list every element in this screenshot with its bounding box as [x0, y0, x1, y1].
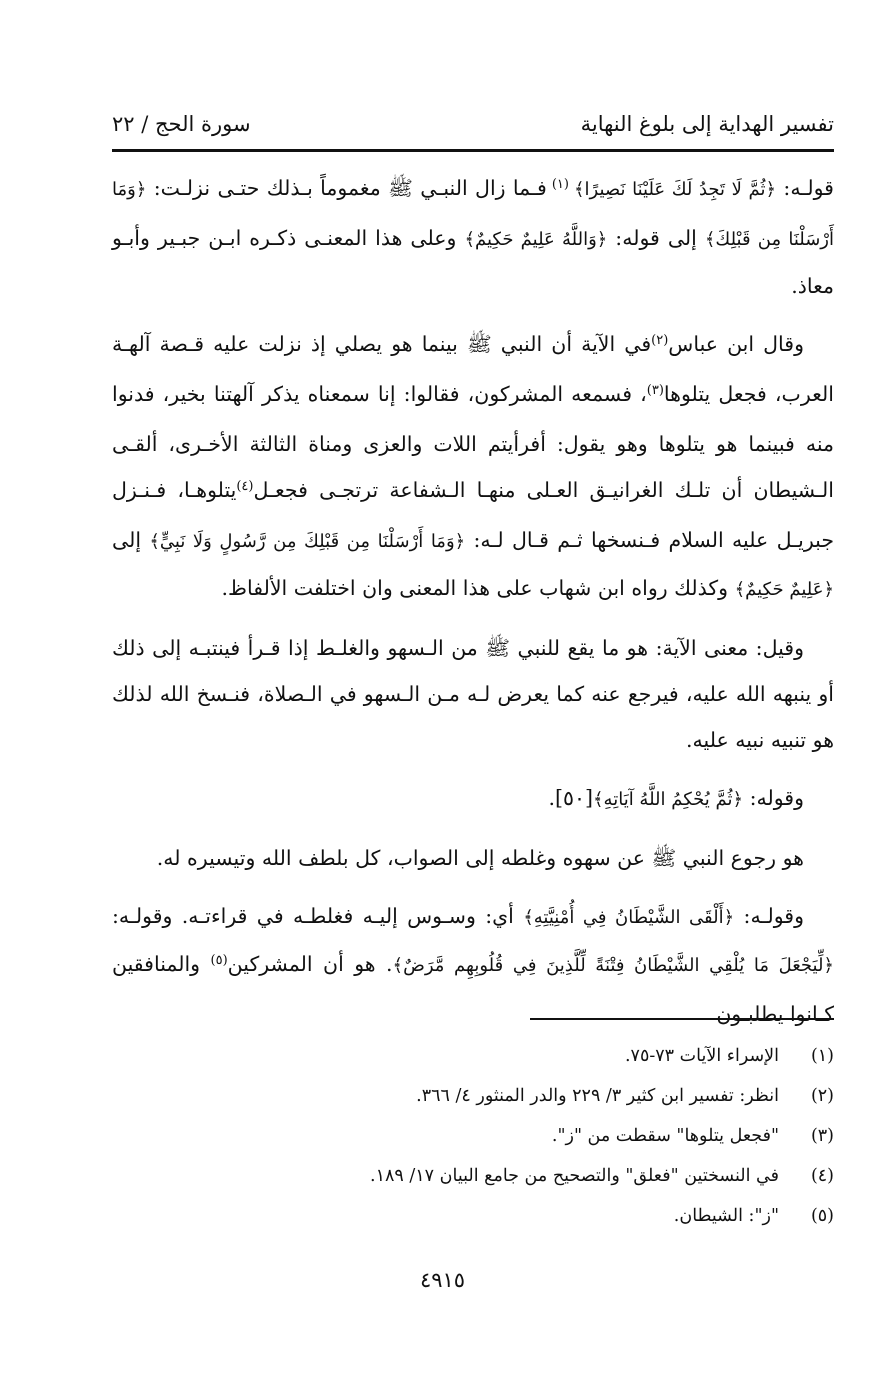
footnote-2 [112, 1076, 834, 1116]
footnote-3 [112, 1116, 834, 1156]
surah-page-label: سورة الحج / ٢٢ [112, 112, 251, 136]
paragraph-4 [112, 775, 834, 823]
quran-verse: ﴿عَلِيمٌ حَكِيمٌ﴾ [734, 579, 834, 600]
paragraph-1 [112, 165, 834, 309]
p6-text-b: أي: وسـوس إليـه فغلطـه في قراءتـه. وقولـه: [112, 904, 524, 928]
p2-text-e: إلى [112, 528, 150, 552]
p4-text-a: وقوله: [743, 786, 804, 810]
p1-text-c: إلى قوله: [607, 226, 705, 250]
p2-text-a: وقال ابن عباس [668, 332, 804, 356]
quran-verse: ﴿لِّيَجْعَلَ مَا يُلْقِي الشَّيْطَانُ فِتْنَةً لِّلَّذِينَ فِي قُلُوبِهِم مَّرَضٌ﴾ [392, 955, 834, 976]
footnote-number: (٤) [810, 1166, 834, 1186]
paragraph-3: وقيل: معنى الآية: هو ما يقع للنبي ﷺ من الـسهو والغلـط إذا قـرأ فينتبـه إلى ذلك أو ينبهه الله عليه، فيرجع عنه كما يعرض لـه مـن الـسهو في الـصلاة، فنـسخ الله لذلك هو تنبيه نبيه عليه. [112, 636, 834, 752]
p1-text-d: وعلى هذا المعنـى ذكـره ابـن جبـير وأبـو معاذ. [112, 226, 834, 298]
footnote-marker-1: (١) [546, 177, 574, 192]
p6-text-c: . هو أن المشركين [227, 952, 393, 976]
header-divider [112, 149, 834, 152]
main-text [112, 165, 834, 1037]
quran-verse: ﴿ثُمَّ يُحْكِمُ اللَّهُ آيَاتِهِ﴾ [593, 789, 744, 810]
footnote-marker-2: (٢) [651, 333, 669, 348]
footnote-marker-5: (٥) [210, 953, 228, 968]
footnote-4 [112, 1156, 834, 1196]
p2-text-d: يتلوهـا، فـنـزل جبريـل عليه السلام فـنسخها ثـم قـال لـه: [112, 478, 834, 552]
quran-verse: ﴿ثُمَّ لَا تَجِدُ لَكَ عَلَيْنَا نَصِيرًا﴾ [573, 179, 777, 200]
footnote-number: (١) [810, 1046, 834, 1066]
book-title: تفسير الهداية إلى بلوغ النهاية [580, 112, 834, 136]
p2-text-c: ، فسمعه المشركون، فقالوا: إنا سمعناه يذكر آلهتنا بخير، فدنوا منه فبينما هو يتلوها وهو يقول: أفرأيتم اللات والعزى ومناة الثالثة الأخـرى، ألقـى الـشيطان أن تلـك الغرانيـق العـلى منهـا الـشفاعة ترتجـى فجعـل [112, 382, 834, 502]
footnote-divider [530, 1018, 834, 1020]
p1-text-a: قولـه: [776, 176, 834, 200]
footnote-text: الإسراء الآيات ٧٣-٧٥. [624, 1046, 779, 1066]
quran-verse: ﴿وَمَا أَرْسَلْنَا مِن قَبْلِكَ مِن رَّسُولٍ وَلَا نَبِيٍّ﴾ [149, 531, 466, 552]
footnote-text: انظر: تفسير ابن كثير ٣/ ٢٢٩ والدر المنثور ٤/ ٣٦٦. [416, 1086, 779, 1106]
footnote-number: (٢) [810, 1086, 834, 1106]
p1-text-b: فـما زال النبـي ﷺ مغموماً بـذلك حتـى نزلـت: [146, 176, 547, 200]
footnote-marker-3: (٣) [646, 383, 664, 398]
p6-text-a: وقولـه: [734, 904, 804, 928]
footnote-number: (٥) [810, 1206, 834, 1226]
quran-verse: ﴿وَاللَّهُ عَلِيمٌ حَكِيمٌ﴾ [464, 229, 608, 250]
quran-verse: ﴿أَلْقَى الشَّيْطَانُ فِي أُمْنِيَّتِهِ﴾ [523, 907, 735, 928]
p6-text-d: والمنافقين كـانوا يطلبـون [112, 952, 834, 1026]
paragraph-5: هو رجوع النبي ﷺ عن سهوه وغلطه إلى الصواب، كل بلطف الله وتيسيره له. [156, 846, 804, 870]
page-number: ٤٩١٥ [419, 1268, 466, 1292]
running-header [112, 108, 834, 148]
footnote-text: "فجعل يتلوها" سقطت من "ز". [551, 1126, 779, 1146]
p2-text-f: وكذلك رواه ابن شهاب على هذا المعنى وان اختلفت الألفاظ. [221, 576, 735, 600]
footnote-number: (٣) [810, 1126, 834, 1146]
footnote-5 [112, 1196, 834, 1236]
footnote-text: في النسختين "فعلق" والتصحيح من جامع البيان ١٧/ ١٨٩. [370, 1166, 779, 1186]
paragraph-2 [112, 321, 834, 613]
footnote-text: "ز": الشيطان. [673, 1206, 779, 1226]
footnote-marker-4: (٤) [236, 479, 254, 494]
quran-verse: ﴿وَمَا أَرْسَلْنَا مِن قَبْلِكَ﴾ [112, 179, 834, 250]
footnote-1 [112, 1036, 834, 1076]
footnotes [112, 1036, 834, 1236]
verse-number: [٥٠]. [548, 786, 593, 810]
p2-text-b: في الآية أن النبي ﷺ بينما هو يصلي إذ نزلت عليه قـصة آلهـة العرب، فجعل يتلوها [112, 332, 834, 406]
paragraph-6 [112, 893, 834, 1037]
